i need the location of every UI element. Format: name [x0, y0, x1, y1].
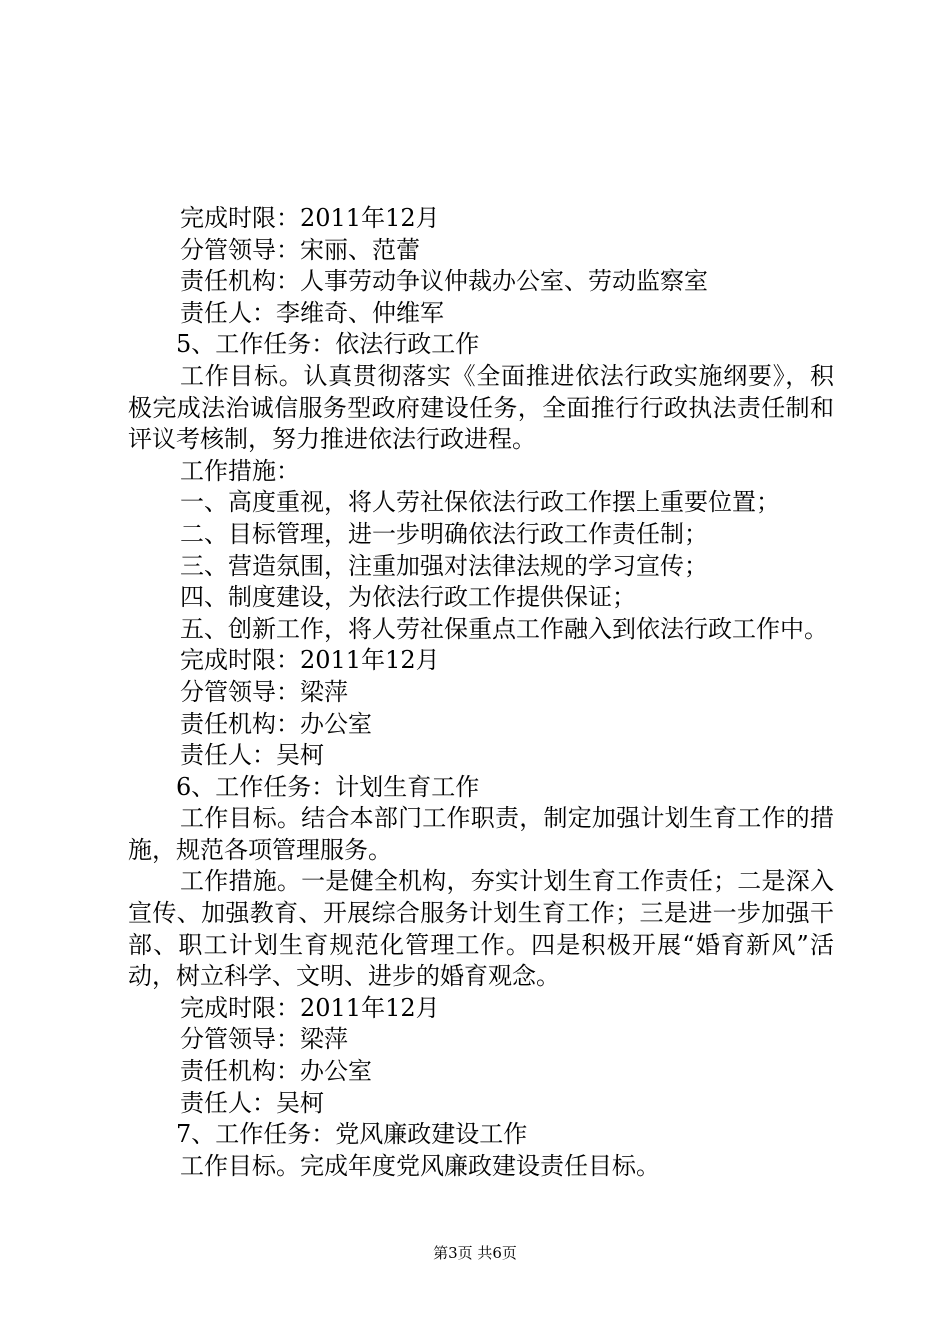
task-heading: 7、工作任务：党风廉政建设工作: [176, 1120, 528, 1149]
task-heading: 5、工作任务：依法行政工作: [176, 330, 480, 359]
measure-item: 五、创新工作，将人劳社保重点工作融入到依法行政工作中。: [180, 614, 828, 643]
measure-item: 一、高度重视，将人劳社保依法行政工作摆上重要位置；: [180, 488, 780, 517]
supervisor-field: 分管领导：梁萍: [180, 677, 348, 706]
responsible-org-field: 责任机构：人事劳动争议仲裁办公室、劳动监察室: [180, 267, 708, 296]
work-measures-paragraph: 工作措施。一是健全机构，夯实计划生育工作责任；二是深入宣传、加强教育、开展综合服务计划生育工作；三是进一步加强干部、职工计划生育规范化管理工作。四是积极开展“婚育新风”活动，树立科学、文明、进步的婚育观念。: [128, 867, 834, 991]
task-heading: 6、工作任务：计划生育工作: [176, 772, 480, 801]
supervisor-field: 分管领导：宋丽、范蕾: [180, 235, 420, 264]
deadline-field: 完成时限：2011年12月: [180, 646, 440, 675]
measure-item: 三、营造氛围，注重加强对法律法规的学习宣传；: [180, 551, 708, 580]
work-goal-paragraph: 工作目标。认真贯彻落实《全面推进依法行政实施纲要》，积极完成法治诚信服务型政府建设任务，全面推行行政执法责任制和评议考核制，努力推进依法行政进程。: [128, 361, 834, 454]
responsible-person-field: 责任人：李维奇、仲维军: [180, 298, 444, 327]
measure-item: 二、目标管理，进一步明确依法行政工作责任制；: [180, 519, 708, 548]
deadline-field: 完成时限：2011年12月: [180, 204, 440, 232]
document-body: [128, 203, 834, 1182]
measure-item: 四、制度建设，为依法行政工作提供保证；: [180, 583, 636, 612]
responsible-org-field: 责任机构：办公室: [180, 709, 372, 738]
supervisor-field: 分管领导：梁萍: [180, 1025, 348, 1054]
deadline-field: 完成时限：2011年12月: [180, 993, 440, 1022]
work-measures-label: 工作措施：: [180, 456, 300, 485]
responsible-person-field: 责任人：吴柯: [180, 1088, 324, 1117]
responsible-org-field: 责任机构：办公室: [180, 1057, 372, 1086]
work-goal-paragraph: 工作目标。结合本部门工作职责，制定加强计划生育工作的措施，规范各项管理服务。: [128, 804, 834, 864]
responsible-person-field: 责任人：吴柯: [180, 741, 324, 770]
page-footer: 第3页 共6页: [433, 1244, 517, 1262]
work-goal-paragraph: 工作目标。完成年度党风廉政建设责任目标。: [180, 1151, 660, 1180]
